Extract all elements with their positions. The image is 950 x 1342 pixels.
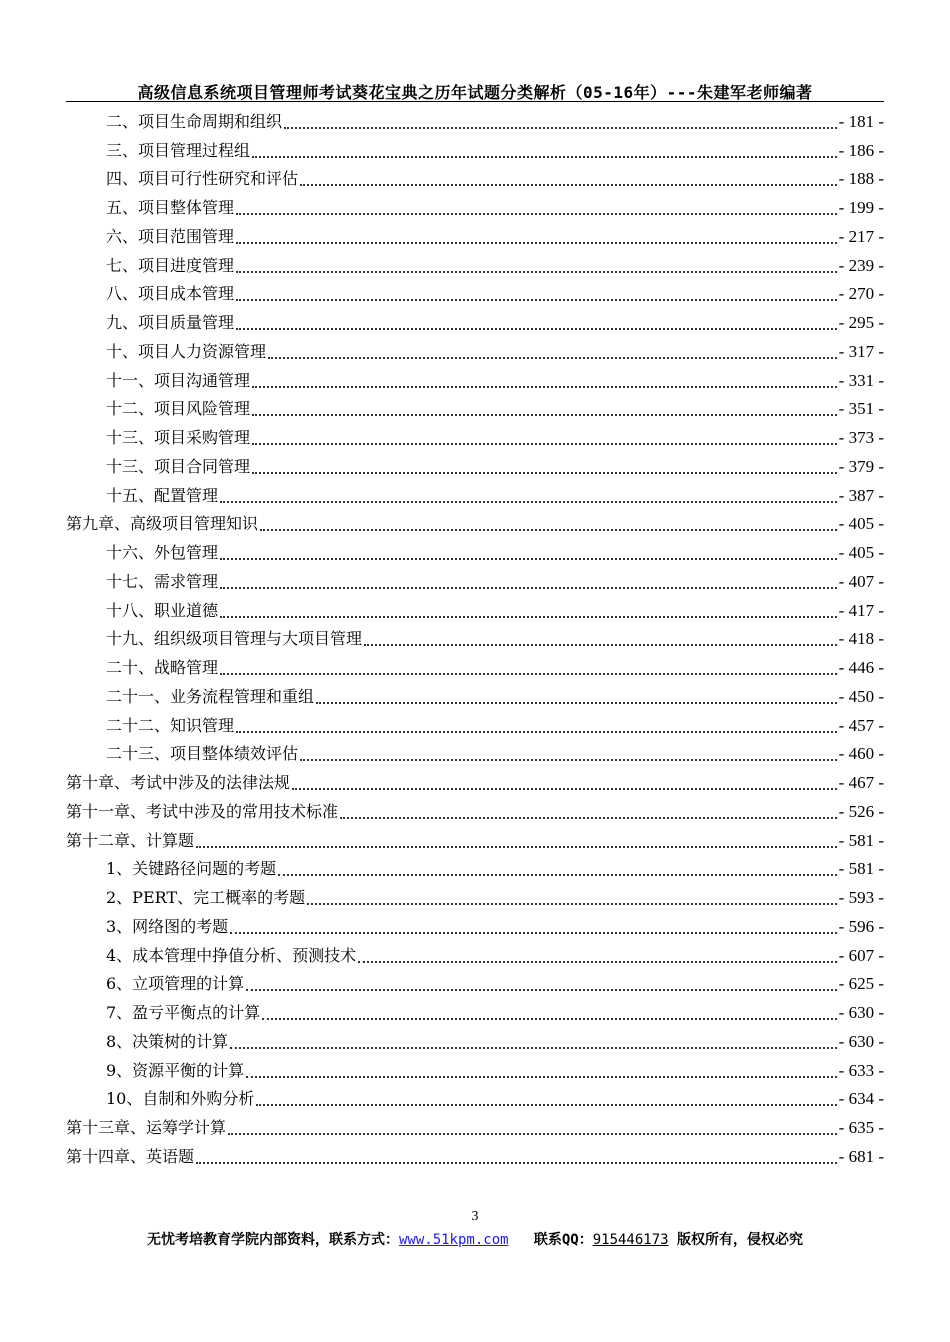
toc-entry-label: 十五、配置管理 — [106, 485, 219, 505]
toc-entry-page: - 199 - — [838, 198, 884, 217]
toc-entry[interactable] — [66, 880, 884, 909]
toc-leader-dots — [364, 628, 837, 646]
toc-entry[interactable] — [66, 852, 884, 881]
toc-entry-page: - 405 - — [838, 514, 884, 534]
toc-leader-dots — [300, 743, 837, 761]
toc-leader-dots — [300, 168, 837, 186]
toc-entry-label: 第十二章、计算题 — [66, 830, 195, 850]
toc-leader-dots — [256, 1088, 836, 1106]
toc-entry-page: - 387 - — [838, 485, 884, 505]
toc-entry-page: - 270 - — [838, 284, 884, 304]
toc-entry-page: - 373 - — [838, 428, 884, 447]
toc-entry[interactable] — [66, 679, 884, 708]
toc-entry[interactable] — [66, 535, 884, 564]
toc-leader-dots — [252, 456, 837, 474]
toc-leader-dots — [292, 772, 837, 790]
toc-leader-dots — [268, 341, 837, 359]
toc-entry[interactable] — [66, 564, 884, 593]
toc-entry-label: 十一、项目沟通管理 — [106, 370, 251, 390]
toc-entry-label: 八、项目成本管理 — [106, 284, 235, 304]
toc-entry[interactable] — [66, 190, 884, 219]
page-footer — [0, 1229, 950, 1249]
toc-entry[interactable] — [66, 967, 884, 996]
toc-entry-page: - 317 - — [838, 341, 884, 361]
toc-entry-label: 三、项目管理过程组 — [106, 140, 251, 160]
toc-entry-page: - 295 - — [838, 313, 884, 332]
toc-entry-label: 二、项目生命周期和组织 — [106, 111, 283, 131]
toc-entry-page: - 625 - — [838, 974, 884, 994]
toc-entry-label: 9、资源平衡的计算 — [106, 1060, 245, 1080]
toc-entry-label: 十六、外包管理 — [106, 543, 219, 562]
toc-entry[interactable] — [66, 334, 884, 363]
toc-entry-page: - 418 - — [838, 629, 884, 649]
toc-entry-label: 十三、项目采购管理 — [106, 428, 251, 447]
toc-entry-page: - 630 - — [838, 1031, 884, 1051]
toc-entry-page: - 460 - — [838, 744, 884, 764]
toc-entry-label: 第十三章、运筹学计算 — [66, 1118, 227, 1137]
toc-entry[interactable] — [66, 823, 884, 852]
toc-leader-dots — [236, 226, 837, 244]
footer-website-link[interactable]: www.51kpm.com — [398, 1232, 509, 1248]
toc-entry-label: 二十、战略管理 — [106, 658, 219, 677]
toc-leader-dots — [230, 916, 836, 934]
toc-entry[interactable] — [66, 248, 884, 277]
footer-qq-label: 联系QQ： — [533, 1232, 593, 1248]
toc-entry-label: 十三、项目合同管理 — [106, 456, 251, 476]
toc-entry[interactable] — [66, 162, 884, 191]
toc-entry[interactable] — [66, 1139, 884, 1168]
toc-entry-page: - 217 - — [838, 226, 884, 246]
footer-copyright: 版权所有，侵权必究 — [677, 1232, 804, 1248]
toc-leader-dots — [236, 283, 837, 301]
toc-entry[interactable] — [66, 133, 884, 162]
toc-entry-label: 10、自制和外购分析 — [106, 1089, 255, 1109]
toc-entry[interactable] — [66, 765, 884, 794]
toc-entry-label: 7、盈亏平衡点的计算 — [106, 1003, 261, 1022]
toc-entry-label: 九、项目质量管理 — [106, 313, 235, 332]
toc-entry-label: 第十章、考试中涉及的法律法规 — [66, 773, 291, 792]
toc-entry-label: 第九章、高级项目管理知识 — [66, 514, 259, 534]
toc-entry-page: - 188 - — [838, 169, 884, 189]
toc-entry-label: 四、项目可行性研究和评估 — [106, 169, 299, 189]
toc-leader-dots — [236, 255, 837, 273]
header-rule — [66, 101, 884, 102]
toc-leader-dots — [252, 370, 837, 388]
toc-entry[interactable] — [66, 593, 884, 622]
toc-entry-page: - 446 - — [838, 658, 884, 677]
toc-entry-label: 十、项目人力资源管理 — [106, 341, 267, 361]
toc-leader-dots — [220, 571, 837, 589]
toc-entry-page: - 630 - — [838, 1003, 884, 1022]
toc-leader-dots — [236, 312, 837, 330]
toc-entry-page: - 607 - — [838, 945, 884, 965]
toc-entry-label: 十七、需求管理 — [106, 571, 219, 591]
toc-entry-page: - 186 - — [838, 140, 884, 160]
footer-qq-number: 915446173 — [592, 1232, 669, 1248]
toc-entry-label: 第十一章、考试中涉及的常用技术标准 — [66, 801, 339, 821]
toc-leader-dots — [228, 1117, 837, 1135]
toc-entry-page: - 581 - — [838, 830, 884, 850]
toc-entry-label: 1、关键路径问题的考题 — [106, 859, 277, 879]
toc-leader-dots — [252, 427, 837, 445]
toc-leader-dots — [316, 686, 837, 704]
toc-leader-dots — [196, 1146, 837, 1164]
toc-entry[interactable] — [66, 650, 884, 679]
toc-entry-page: - 331 - — [838, 370, 884, 390]
toc-leader-dots — [236, 715, 837, 733]
toc-entry-label: 第十四章、英语题 — [66, 1146, 195, 1166]
toc-leader-dots — [196, 830, 837, 848]
toc-entry-label: 二十二、知识管理 — [106, 715, 235, 735]
toc-entry[interactable] — [66, 737, 884, 766]
toc-entry-page: - 407 - — [838, 571, 884, 591]
toc-entry[interactable] — [66, 794, 884, 823]
toc-leader-dots — [246, 973, 836, 991]
toc-entry[interactable] — [66, 478, 884, 507]
toc-entry-page: - 635 - — [838, 1118, 884, 1137]
toc-entry-page: - 239 - — [838, 255, 884, 275]
toc-leader-dots — [252, 140, 837, 158]
toc-leader-dots — [246, 1060, 836, 1078]
toc-entry[interactable] — [66, 1024, 884, 1053]
toc-entry[interactable] — [66, 392, 884, 421]
toc-entry-page: - 417 - — [838, 600, 884, 620]
footer-prefix: 无忧考培教育学院内部资料，联系方式： — [146, 1232, 399, 1248]
toc-leader-dots — [260, 513, 837, 531]
toc-entry[interactable] — [66, 1110, 884, 1139]
toc-leader-dots — [262, 1002, 836, 1020]
toc-leader-dots — [230, 1031, 836, 1049]
toc-entry-page: - 379 - — [838, 456, 884, 476]
toc-leader-dots — [278, 858, 836, 876]
toc-entry-page: - 581 - — [838, 859, 884, 879]
toc-leader-dots — [220, 485, 837, 503]
table-of-contents — [66, 104, 884, 1168]
toc-entry[interactable] — [66, 1082, 884, 1111]
toc-leader-dots — [252, 398, 837, 416]
toc-entry[interactable] — [66, 104, 884, 133]
toc-entry-page: - 351 - — [838, 399, 884, 419]
toc-entry-page: - 405 - — [838, 543, 884, 562]
toc-leader-dots — [340, 801, 837, 819]
toc-leader-dots — [358, 945, 836, 963]
toc-leader-dots — [220, 542, 837, 560]
page-header-title: 高级信息系统项目管理师考试葵花宝典之历年试题分类解析（05-16年）---朱建军老师编著 — [137, 83, 813, 102]
toc-entry[interactable] — [66, 305, 884, 334]
toc-entry[interactable] — [66, 622, 884, 651]
toc-entry-label: 六、项目范围管理 — [106, 226, 235, 246]
toc-entry[interactable] — [66, 363, 884, 392]
toc-entry-label: 二十一、业务流程管理和重组 — [106, 686, 315, 706]
toc-entry[interactable] — [66, 277, 884, 306]
toc-entry[interactable] — [66, 219, 884, 248]
toc-leader-dots — [220, 600, 837, 618]
toc-entry-label: 十二、项目风险管理 — [106, 399, 251, 419]
toc-entry-label: 3、网络图的考题 — [106, 916, 229, 936]
toc-entry[interactable] — [66, 420, 884, 449]
toc-entry-label: 十八、职业道德 — [106, 600, 219, 620]
toc-entry[interactable] — [66, 1053, 884, 1082]
toc-entry-page: - 681 - — [838, 1146, 884, 1166]
page-number: 3 — [471, 1209, 479, 1224]
toc-entry[interactable] — [66, 507, 884, 536]
toc-leader-dots — [220, 657, 837, 675]
toc-entry-page: - 467 - — [838, 773, 884, 792]
toc-leader-dots — [236, 197, 837, 215]
toc-entry-page: - 526 - — [838, 801, 884, 821]
toc-entry[interactable] — [66, 449, 884, 478]
toc-entry[interactable] — [66, 708, 884, 737]
toc-leader-dots — [284, 111, 837, 129]
toc-entry-label: 6、立项管理的计算 — [106, 974, 245, 994]
toc-entry[interactable] — [66, 909, 884, 938]
toc-leader-dots — [307, 887, 837, 905]
toc-entry-label: 十九、组织级项目管理与大项目管理 — [106, 629, 363, 649]
toc-entry-page: - 596 - — [838, 916, 884, 936]
toc-entry-page: - 633 - — [838, 1060, 884, 1080]
toc-entry-page: - 181 - — [838, 111, 884, 131]
toc-entry-page: - 593 - — [838, 888, 884, 907]
toc-entry[interactable] — [66, 995, 884, 1024]
toc-entry-label: 七、项目进度管理 — [106, 255, 235, 275]
toc-entry-label: 二十三、项目整体绩效评估 — [106, 744, 299, 764]
toc-entry-label: 2、PERT、完工概率的考题 — [106, 888, 306, 907]
toc-entry-label: 五、项目整体管理 — [106, 198, 235, 217]
toc-entry-page: - 450 - — [838, 686, 884, 706]
toc-entry-label: 8、决策树的计算 — [106, 1031, 229, 1051]
toc-entry-page: - 634 - — [838, 1089, 884, 1109]
toc-entry-label: 4、成本管理中挣值分析、预测技术 — [106, 945, 357, 965]
toc-entry[interactable] — [66, 938, 884, 967]
toc-entry-page: - 457 - — [838, 715, 884, 735]
